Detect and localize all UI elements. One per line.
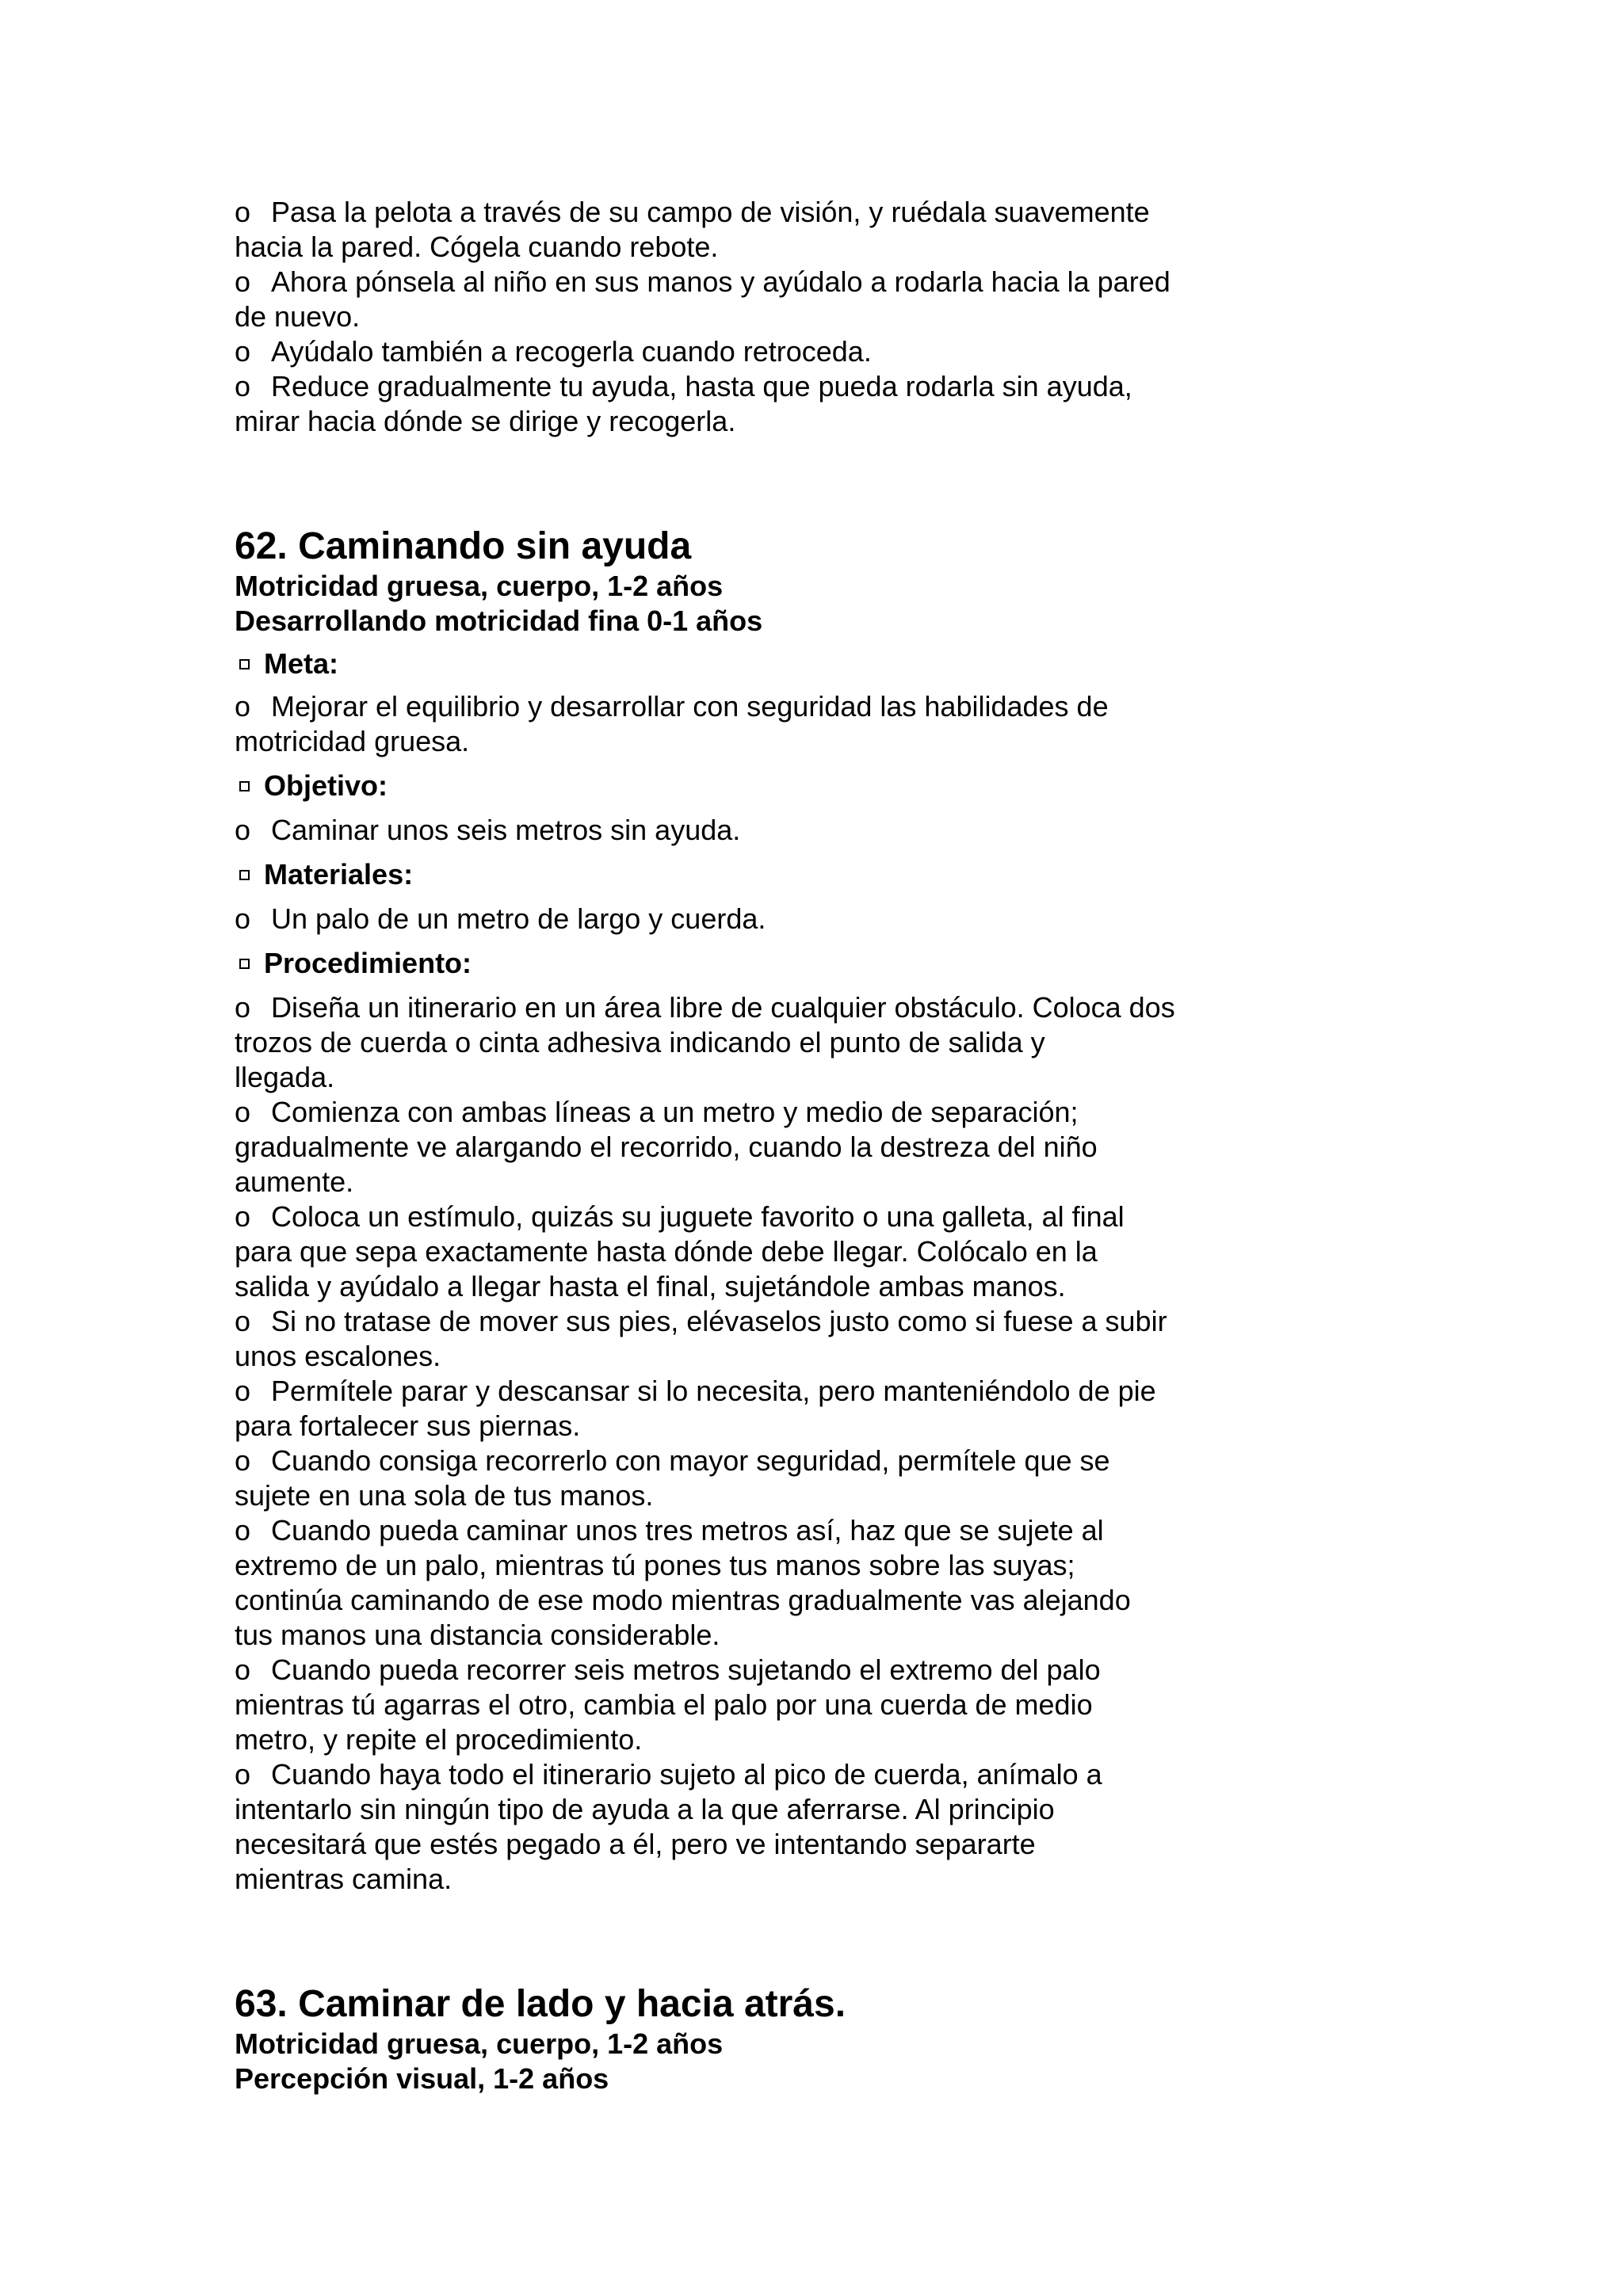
objetivo-heading: Objetivo: bbox=[235, 769, 1265, 803]
circle-bullet-icon: o bbox=[235, 196, 251, 228]
list-item: o Mejorar el equilibrio y desarrollar con seguridad las habilidades de motricidad gruesa. bbox=[235, 690, 1109, 757]
circle-bullet-icon: o bbox=[235, 1096, 251, 1128]
list-item: o Coloca un estímulo, quizás su juguete favorito o una galleta, al final para que sepa exactamente hasta dónde debe llegar. Colócalo en la salida y ayúdalo a llegar hasta el final, sujetándole ambas manos. bbox=[235, 1200, 1125, 1302]
section-title: 63. Caminar de lado y hacia atrás. bbox=[235, 1983, 846, 2025]
section-subtitle: Percepción visual, 1-2 años bbox=[235, 2062, 609, 2095]
circle-bullet-icon: o bbox=[235, 814, 251, 846]
list-item: o Cuando pueda caminar unos tres metros así, haz que se sujete al extremo de un palo, mientras tú pones tus manos sobre las suyas; continúa caminando de ese modo mientras gradualmente vas alejando tus manos una distancia considerable. bbox=[235, 1514, 1131, 1651]
circle-bullet-icon: o bbox=[235, 1653, 251, 1686]
list-item: o Cuando pueda recorrer seis metros sujetando el extremo del palo mientras tú agarras el otro, cambia el palo por una cuerda de medio metro, y repite el procedimiento. bbox=[235, 1653, 1101, 1756]
circle-bullet-icon: o bbox=[235, 335, 251, 368]
list-item: o Pasa la pelota a través de su campo de visión, y ruédala suavemente hacia la pared. Cógela cuando rebote. bbox=[235, 196, 1150, 263]
square-bullet-icon bbox=[239, 959, 250, 969]
section-subtitle: Motricidad gruesa, cuerpo, 1-2 años bbox=[235, 2027, 724, 2060]
list-item: o Reduce gradualmente tu ayuda, hasta que pueda rodarla sin ayuda, mirar hacia dónde se dirige y recogerla. bbox=[235, 370, 1132, 437]
circle-bullet-icon: o bbox=[235, 690, 251, 723]
circle-bullet-icon: o bbox=[235, 1444, 251, 1477]
circle-bullet-icon: o bbox=[235, 902, 251, 935]
square-bullet-icon bbox=[239, 781, 250, 791]
circle-bullet-icon: o bbox=[235, 1375, 251, 1407]
list-item: o Caminar unos seis metros sin ayuda. bbox=[235, 814, 741, 846]
circle-bullet-icon: o bbox=[235, 1200, 251, 1233]
list-item: o Permítele parar y descansar si lo necesita, pero manteniéndolo de pie para fortalecer sus piernas. bbox=[235, 1375, 1156, 1442]
list-item: o Si no tratase de mover sus pies, elévaselos justo como si fuese a subir unos escalones. bbox=[235, 1305, 1167, 1372]
list-item: o Comienza con ambas líneas a un metro y medio de separación; gradualmente ve alargando el recorrido, cuando la destreza del niño aumente. bbox=[235, 1096, 1098, 1198]
circle-bullet-icon: o bbox=[235, 1514, 251, 1547]
list-item: o Cuando consiga recorrerlo con mayor seguridad, permítele que se sujete en una sola de tus manos. bbox=[235, 1444, 1110, 1512]
circle-bullet-icon: o bbox=[235, 370, 251, 402]
circle-bullet-icon: o bbox=[235, 1305, 251, 1337]
list-item: o Diseña un itinerario en un área libre de cualquier obstáculo. Coloca dos trozos de cuerda o cinta adhesiva indicando el punto de salida y llegada. bbox=[235, 991, 1175, 1093]
list-item: o Un palo de un metro de largo y cuerda. bbox=[235, 902, 766, 935]
section-62 bbox=[235, 524, 1265, 1897]
section-63 bbox=[235, 1982, 1265, 2096]
procedimiento-heading: Procedimiento: bbox=[235, 946, 1265, 981]
section-title: 62. Caminando sin ayuda bbox=[235, 525, 692, 567]
materiales-heading: Materiales: bbox=[235, 857, 1265, 892]
section-subtitle: Desarrollando motricidad fina 0-1 años bbox=[235, 605, 763, 637]
circle-bullet-icon: o bbox=[235, 991, 251, 1024]
list-item: o Cuando haya todo el itinerario sujeto al pico de cuerda, anímalo a intentarlo sin ningún tipo de ayuda a la que aferrarse. Al principio necesitará que estés pegado a él, pero ve intentando separarte mientras camina. bbox=[235, 1758, 1102, 1895]
procedimiento-list bbox=[235, 990, 1265, 1897]
section-subtitle: Motricidad gruesa, cuerpo, 1-2 años bbox=[235, 570, 724, 602]
circle-bullet-icon: o bbox=[235, 1758, 251, 1791]
meta-heading: Meta: bbox=[235, 646, 1265, 681]
list-item: o Ayúdalo también a recogerla cuando retroceda. bbox=[235, 335, 872, 368]
square-bullet-icon bbox=[239, 870, 250, 880]
top-list bbox=[235, 195, 1265, 439]
list-item: o Ahora pónsela al niño en sus manos y ayúdalo a rodarla hacia la pared de nuevo. bbox=[235, 265, 1170, 333]
circle-bullet-icon: o bbox=[235, 265, 251, 298]
square-bullet-icon bbox=[239, 659, 250, 669]
